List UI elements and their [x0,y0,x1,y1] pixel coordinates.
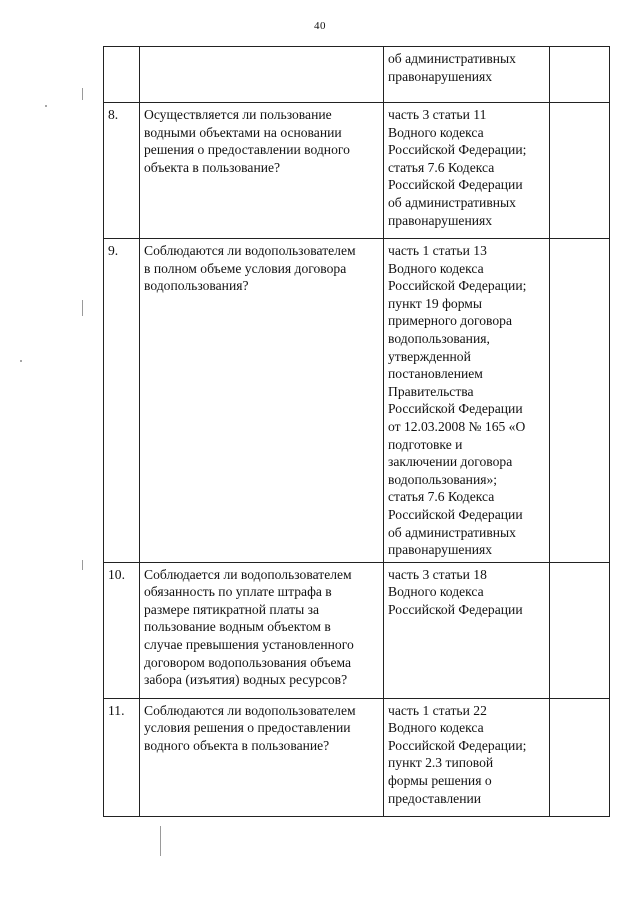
reference-text-line: пункт 19 формы [388,295,483,311]
reference-text-line: об административных [388,524,516,540]
question-text-line: водопользования? [144,278,249,294]
question-text-line: в полном объеме условия договора [144,260,347,276]
table-row [104,562,610,698]
scan-artifact [45,105,47,107]
reference-text-line: об административных [388,51,516,66]
question-text-line: Соблюдаются ли водопользователем [144,243,356,258]
reference-text-line: Российской Федерации; [388,737,527,753]
reference-text-line: Российской Федерации [388,177,523,193]
reference-text-line: Правительства [388,383,474,399]
reference-text-line: Российской Федерации [388,401,523,417]
table-body [104,47,610,817]
reference-text-line: примерного договора [388,313,512,329]
answer-cell[interactable] [550,698,610,816]
row-number-cell: 9. [104,239,140,563]
table-row [104,239,610,563]
reference-text-line: утвержденной [388,348,471,364]
reference-text-line: часть 1 статьи 22 [388,702,487,718]
answer-cell[interactable] [550,47,610,103]
row-number-cell [104,47,140,103]
reference-text-line: Водного кодекса [388,260,484,276]
answer-cell[interactable] [550,562,610,698]
reference-text-line: Российской Федерации; [388,142,527,158]
reference-text-line: формы решения о [388,773,492,789]
reference-text-line: Водного кодекса [388,124,484,140]
answer-cell[interactable] [550,103,610,239]
scan-artifact [82,88,83,100]
question-text-line: водными объектами на основании [144,124,342,140]
reference-text-line: Водного кодекса [388,720,484,736]
reference-text-line: водопользования, [388,330,490,346]
legal-reference-cell [384,698,550,816]
question-text-line: Осуществляется ли пользование [144,107,332,122]
table-row [104,103,610,239]
row-number-cell: 8. [104,103,140,239]
question-cell [140,47,384,103]
page-number: 40 [314,20,326,32]
scan-artifact [160,826,161,856]
reference-text-line: Российской Федерации; [388,278,527,294]
scan-artifact [20,360,22,362]
legal-reference-cell [384,239,550,563]
reference-text-line: статья 7.6 Кодекса [388,489,495,505]
reference-text-line: Российской Федерации [388,601,523,617]
reference-text-line: Водного кодекса [388,584,484,600]
question-text-line: договором водопользования объема [144,654,352,670]
reference-text-line: часть 1 статьи 13 [388,243,487,258]
table-row [104,698,610,816]
question-text-line: объекта в пользование? [144,159,281,175]
question-text-line: пользование водным объектом в [144,619,331,635]
question-text-line: забора (изъятия) водных ресурсов? [144,672,348,688]
reference-text-line: правонарушениях [388,542,493,558]
question-text-line: Соблюдается ли водопользователем [144,566,352,582]
table-row [104,47,610,103]
reference-text-line: предоставлении [388,790,482,806]
question-text-line: обязанность по уплате штрафа в [144,584,332,600]
question-cell [140,103,384,239]
reference-text-line: Российской Федерации [388,506,523,522]
reference-text-line: статья 7.6 Кодекса [388,159,495,175]
legal-reference-cell [384,47,550,103]
answer-cell[interactable] [550,239,610,563]
reference-text-line: пункт 2.3 типовой [388,755,494,771]
question-text-line: Соблюдаются ли водопользователем [144,702,356,718]
reference-text-line: об административных [388,194,516,210]
reference-text-line: водопользования»; [388,471,498,487]
reference-text-line: от 12.03.2008 № 165 «О [388,418,526,434]
reference-text-line: заключении договора [388,454,513,470]
inspection-checklist-table [103,46,610,817]
legal-reference-cell [384,562,550,698]
question-text-line: водного объекта в пользование? [144,737,330,753]
reference-text-line: правонарушениях [388,68,493,84]
reference-text-line: подготовке и [388,436,463,452]
reference-text-line: часть 3 статьи 11 [388,107,487,122]
reference-text-line: часть 3 статьи 18 [388,566,487,582]
question-cell [140,698,384,816]
question-text-line: условия решения о предоставлении [144,720,351,736]
question-cell [140,562,384,698]
legal-reference-cell [384,103,550,239]
question-text-line: решения о предоставлении водного [144,142,350,158]
reference-text-line: постановлением [388,366,483,382]
question-cell [140,239,384,563]
scan-artifact [82,560,83,570]
row-number-cell: 10. [104,562,140,698]
reference-text-line: правонарушениях [388,212,493,228]
question-text-line: размере пятикратной платы за [144,601,319,617]
row-number-cell: 11. [104,698,140,816]
question-text-line: случае превышения установленного [144,637,354,653]
scan-artifact [82,300,83,316]
